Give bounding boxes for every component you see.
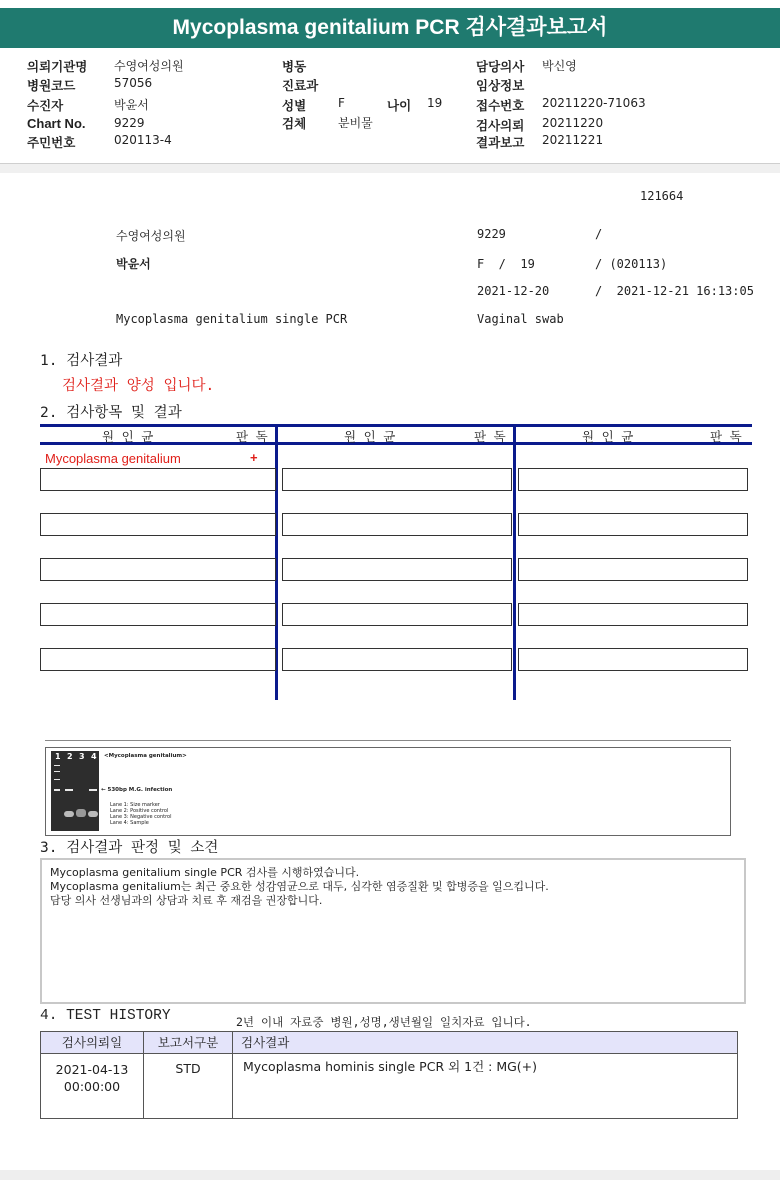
label-doctor: 담당의사: [476, 59, 525, 74]
summary-sex-age: F / 19: [477, 257, 535, 271]
value-receipt-no: 20211220-71063: [542, 96, 646, 110]
gel-legend-item: Lane 2: Positive control: [110, 808, 169, 814]
history-col-date: 검사의뢰일: [41, 1032, 144, 1054]
summary-code: 121664: [640, 189, 684, 203]
label-patient: 수진자: [27, 98, 64, 113]
report-title: Mycoplasma genitalium PCR 검사결과보고서: [0, 8, 780, 48]
result-cell: [282, 513, 512, 536]
value-report-date: 20211221: [542, 133, 604, 147]
result-cell: [518, 603, 748, 626]
history-table: [40, 1031, 738, 1119]
value-request-date: 20211220: [542, 116, 604, 130]
history-time: 00:00:00: [63, 1079, 121, 1094]
gel-legend-item: Lane 1: Size marker: [110, 802, 160, 808]
opinion-line: Mycoplasma genitalium single PCR 검사를 시행하였습니다.: [50, 866, 360, 879]
gel-frame-top: [45, 740, 731, 741]
label-specimen: 검체: [282, 116, 307, 131]
opinion-line: Mycoplasma genitalium는 최근 중요한 성감염균으로 대두, 심각한 염증질환 및 합병증을 일으킵니다.: [50, 880, 549, 893]
result-cell: [282, 603, 512, 626]
gel-sample-band: [89, 789, 97, 791]
value-age: 19: [427, 96, 443, 110]
result-cell: [282, 648, 512, 671]
header-separator: [0, 163, 780, 173]
result-cell: [40, 513, 276, 536]
label-hospital-code: 병원코드: [27, 78, 76, 93]
history-col-type: 보고서구분: [144, 1032, 233, 1054]
col3-organism-header: 원 인 균: [582, 429, 634, 444]
result-cell: [518, 648, 748, 671]
opinion-line: 담당 의사 선생님과의 상담과 치료 후 재검을 권장합니다.: [50, 894, 323, 907]
gel-lane-2: 2: [67, 752, 73, 761]
history-date: 2021-04-13: [55, 1062, 129, 1077]
result-cell: [282, 468, 512, 491]
value-specimen: 분비물: [338, 116, 373, 130]
result-cell: [518, 513, 748, 536]
summary-test-name: Mycoplasma genitalium single PCR: [116, 312, 348, 326]
gel-legend-item: Lane 3: Negative control: [110, 814, 172, 820]
label-receipt-no: 접수번호: [476, 98, 525, 113]
value-chart-no: 9229: [114, 116, 145, 130]
value-patient: 박윤서: [114, 98, 149, 112]
result-cell: [40, 558, 276, 581]
opinion-box: [40, 858, 746, 1004]
label-sex: 성별: [282, 98, 307, 113]
label-request-date: 검사의뢰: [476, 118, 525, 133]
gel-marker-band: [54, 771, 60, 772]
history-header-row: [41, 1032, 738, 1054]
result-cell: [40, 468, 276, 491]
label-ward: 병동: [282, 59, 307, 74]
opinion-text: [50, 866, 549, 908]
gel-lane-4: 4: [91, 752, 97, 761]
gel-band-text: 530bp M.G. infection: [107, 787, 173, 793]
label-age: 나이: [387, 98, 412, 113]
result-cell: [282, 558, 512, 581]
gel-lane-1: 1: [55, 752, 61, 761]
summary-clinic: 수영여성의원: [116, 229, 186, 243]
footer-band: [0, 1170, 780, 1180]
summary-specimen: Vaginal swab: [477, 312, 564, 326]
result-judgement: +: [250, 450, 258, 465]
label-chart-no: Chart No.: [27, 116, 86, 131]
gel-positive-band: [65, 789, 73, 791]
gel-marker-band: [54, 765, 60, 766]
result-cell: [40, 648, 276, 671]
history-date-cell: [41, 1054, 144, 1119]
section1-heading: 1. 검사결과: [40, 353, 123, 369]
col1-judgement-header: 판 독: [236, 429, 268, 444]
value-clinic: 수영여성의원: [114, 59, 184, 73]
col1-organism-header: 원 인 균: [102, 429, 154, 444]
gel-primer-dimer: [88, 811, 98, 817]
result-cell: [518, 558, 748, 581]
summary-chart-sep: /: [595, 227, 603, 241]
gel-legend-item: Lane 4: Sample: [110, 820, 149, 826]
col3-judgement-header: 판 독: [710, 429, 742, 444]
gel-title: <Mycoplasma genitalium>: [104, 753, 187, 759]
value-sex: F: [338, 96, 345, 110]
label-resident-no: 주민번호: [27, 135, 76, 150]
gel-band-label: ← 530bp M.G. infection: [101, 787, 173, 793]
value-resident-no: 020113-4: [114, 133, 172, 147]
value-hospital-code: 57056: [114, 76, 153, 90]
gel-marker-band: [54, 779, 60, 780]
section2-heading: 2. 검사항목 및 결과: [40, 405, 182, 421]
history-type: STD: [144, 1054, 233, 1119]
gel-primer-dimer: [64, 811, 74, 817]
result-cell: [40, 603, 276, 626]
result-cell: [518, 468, 748, 491]
section3-heading: 3. 검사결과 판정 및 소견: [40, 840, 219, 856]
summary-chart: 9229: [477, 227, 506, 241]
label-clinic: 의뢰기관명: [27, 59, 88, 74]
table-row[interactable]: [41, 1054, 738, 1119]
history-col-result: 검사결과: [233, 1032, 738, 1054]
gel-marker-band: [54, 789, 60, 791]
gel-primer-dimer: [76, 809, 86, 817]
result-statement: 검사결과 양성 입니다.: [62, 378, 215, 394]
label-report-date: 결과보고: [476, 135, 525, 150]
gel-legend: [110, 802, 172, 826]
col2-organism-header: 원 인 균: [344, 429, 396, 444]
summary-request-date: 2021-12-20: [477, 284, 550, 298]
gel-photo: [51, 751, 99, 831]
gel-lane-3: 3: [79, 752, 85, 761]
label-clinical-info: 임상정보: [476, 78, 525, 93]
grid-divider-2: [513, 424, 516, 700]
summary-birth: / (020113): [595, 257, 668, 271]
summary-report-datetime: / 2021-12-21 16:13:05: [595, 284, 754, 298]
label-department: 진료과: [282, 78, 319, 93]
gel-image: [45, 747, 731, 836]
history-note: 2년 이내 자료중 병원,성명,생년월일 일치자료 입니다.: [236, 1015, 532, 1029]
value-doctor: 박신영: [542, 59, 577, 73]
history-result: Mycoplasma hominis single PCR 외 1건 : MG(+): [233, 1054, 738, 1119]
col2-judgement-header: 판 독: [474, 429, 506, 444]
summary-patient: 박윤서: [116, 257, 151, 271]
result-organism: Mycoplasma genitalium: [45, 451, 181, 466]
section4-heading: 4. TEST HISTORY: [40, 1008, 171, 1024]
